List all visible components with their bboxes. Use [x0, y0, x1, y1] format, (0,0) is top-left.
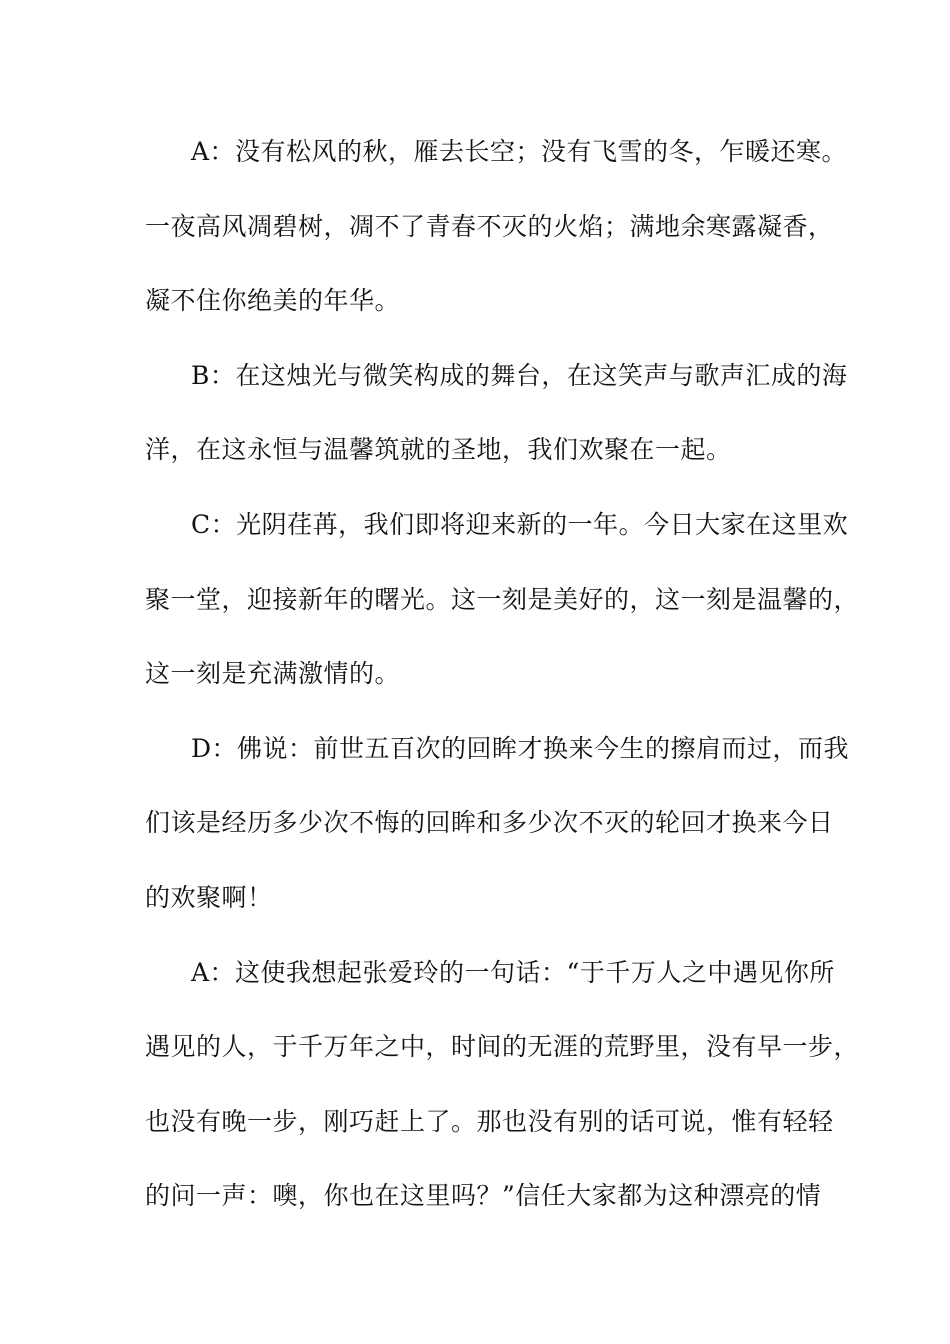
text-line: 们该是经历多少次不悔的回眸和多少次不灭的轮回才换来今日	[145, 808, 834, 838]
text-line: 也没有晚一步，刚巧赶上了。那也没有别的话可说，惟有轻轻	[145, 1106, 834, 1136]
paragraph-5	[145, 953, 860, 1251]
text-line: 洋，在这永恒与温馨筑就的圣地，我们欢聚在一起。	[145, 435, 732, 465]
text-line: D：佛说：前世五百次的回眸才换来今生的擦肩而过，而我	[191, 733, 850, 763]
text-line: A：没有松风的秋，雁去长空；没有飞雪的冬，乍暖还寒。	[191, 137, 848, 166]
paragraph-1	[145, 132, 848, 356]
paragraph-3	[145, 505, 860, 729]
text-line: 遇见的人，于千万年之中，时间的无涯的荒野里，没有早一步，	[145, 1032, 860, 1062]
text-line: 凝不住你绝美的年华。	[145, 286, 401, 316]
text-line: 的问一声：噢，你也在这里吗？”信任大家都为这种漂亮的情	[145, 1181, 822, 1211]
text-line: B：在这烛光与微笑构成的舞台，在这笑声与歌声汇成的海	[191, 360, 848, 390]
text-line: 的欢聚啊！	[145, 882, 273, 912]
text-line: A：这使我想起张爱玲的一句话：“于千万人之中遇见你所	[191, 957, 835, 987]
text-line: 一夜高风凋碧树，凋不了青春不灭的火焰；满地余寒露凝香，	[145, 211, 834, 241]
paragraph-4	[145, 729, 850, 953]
text-line: 聚一堂，迎接新年的曙光。这一刻是美好的，这一刻是温馨的，	[145, 584, 860, 614]
text-line: C：光阴荏苒，我们即将迎来新的一年。今日大家在这里欢	[191, 509, 849, 539]
paragraph-2	[145, 356, 848, 505]
document-body	[145, 132, 860, 1251]
text-line: 这一刻是充满激情的。	[145, 659, 401, 689]
